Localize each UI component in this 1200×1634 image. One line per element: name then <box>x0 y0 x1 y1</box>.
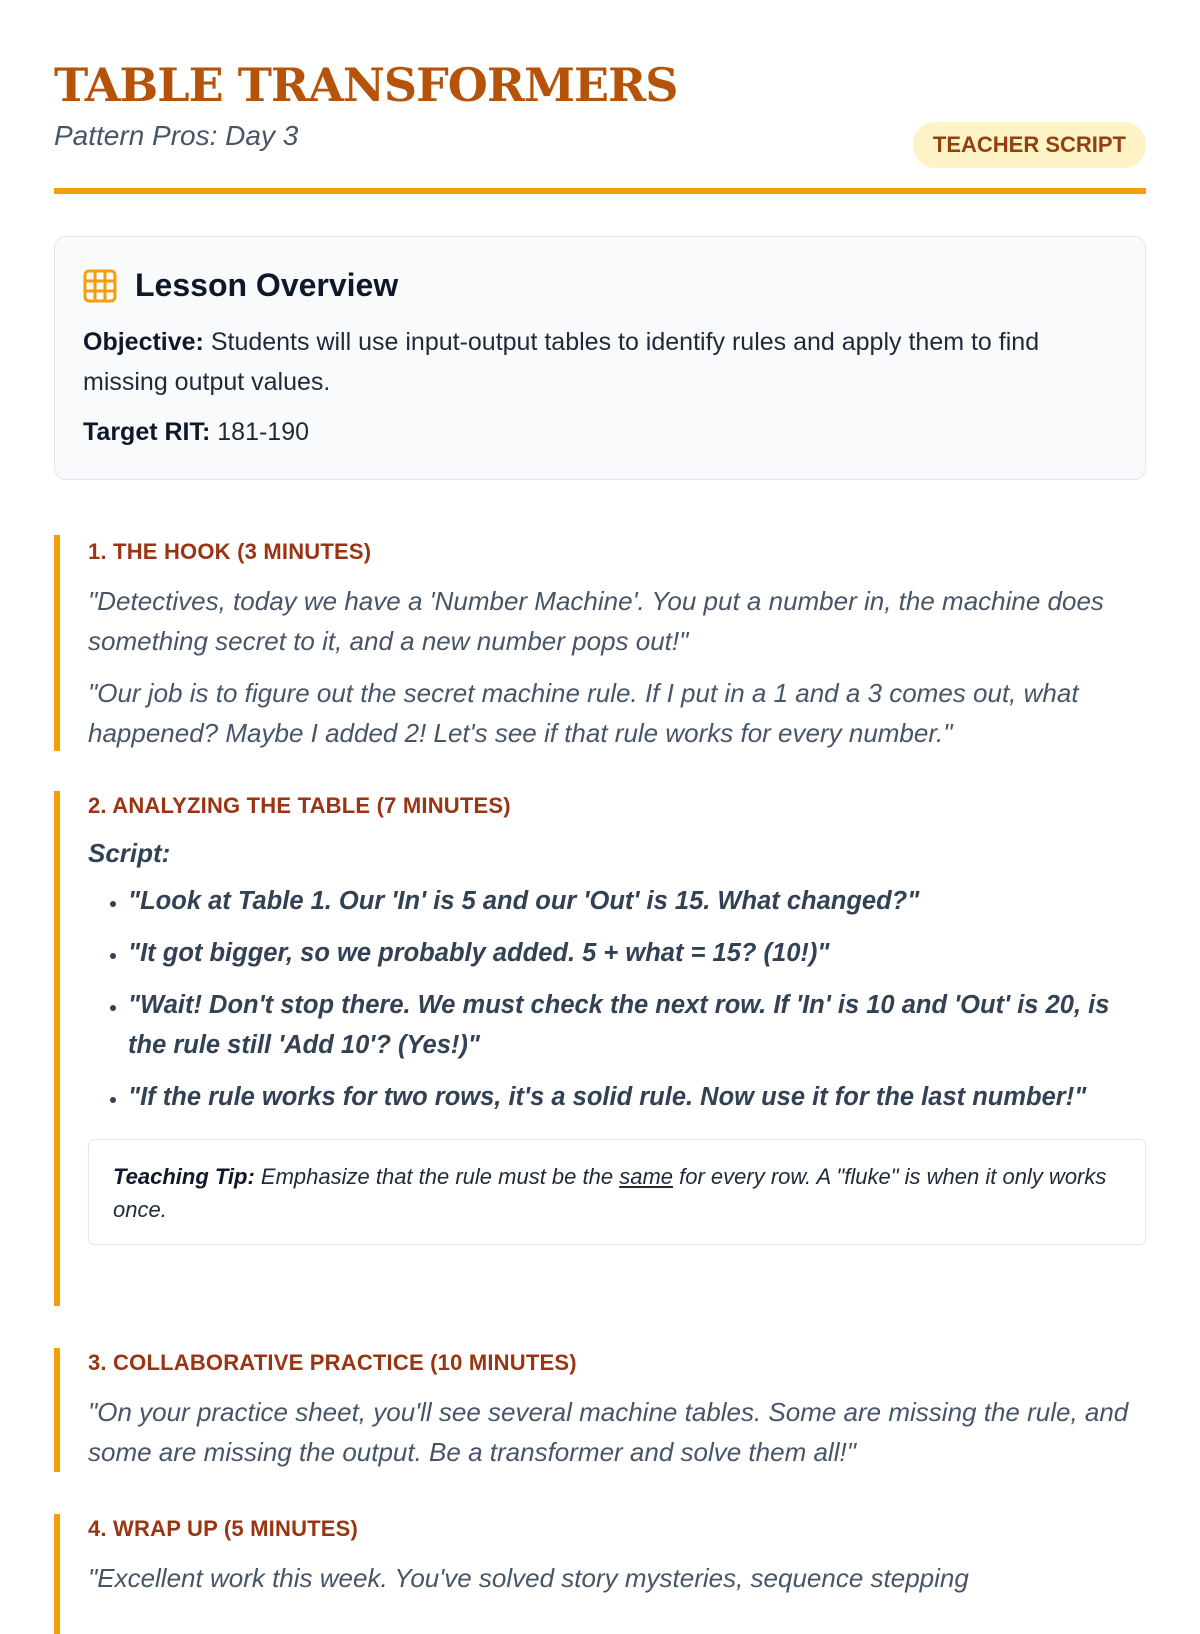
target-rit-value: 181-190 <box>210 418 310 446</box>
tip-underlined-word: same <box>619 1164 674 1189</box>
script-quote: "Excellent work this week. You've solved story mysteries, sequence stepping <box>88 1563 969 1593</box>
script-quote: "Detectives, today we have a 'Number Machine'. You put a number in, the machine does something secret to it, and a new number pops out!" <box>88 586 1104 656</box>
page-subtitle: Pattern Pros: Day 3 <box>54 120 299 151</box>
tip-text-before: Emphasize that the rule must be the <box>254 1164 620 1189</box>
grid-icon <box>83 269 117 303</box>
list-item: • "Look at Table 1. Our 'In' is 5 and our 'Out' is 15. What changed?" <box>128 881 1146 921</box>
script-quote: "On your practice sheet, you'll see several machine tables. Some are missing the rule, and some are missing the output. Be a transformer and solve them all!" <box>88 1397 1129 1467</box>
target-rit-label: Target RIT: <box>83 418 211 446</box>
objective-text: Students will use input-output tables to identify rules and apply them to find missing output values. <box>83 328 1040 396</box>
section-analyzing-table <box>54 791 1146 1306</box>
section-title: 4. WRAP UP (5 MINUTES) <box>88 1516 359 1541</box>
lesson-overview-card <box>54 236 1146 480</box>
teacher-script-badge: TEACHER SCRIPT <box>913 122 1146 168</box>
target-rit <box>83 412 1117 452</box>
list-item: • "If the rule works for two rows, it's a solid rule. Now use it for the last number!" <box>128 1077 1146 1117</box>
page-title: TABLE TRANSFORMERS <box>54 58 678 112</box>
section-wrap-up <box>54 1514 1146 1634</box>
list-item: • "Wait! Don't stop there. We must check the next row. If 'In' is 10 and 'Out' is 20, is the rule still 'Add 10'? (Yes!)" <box>128 985 1146 1065</box>
page-header <box>54 56 1146 194</box>
objective <box>83 322 1117 402</box>
overview-title: Lesson Overview <box>135 267 399 303</box>
section-collaborative-practice <box>54 1348 1146 1472</box>
section-hook <box>54 535 1146 751</box>
section-title: 2. ANALYZING THE TABLE (7 MINUTES) <box>88 793 511 818</box>
script-quote: "Our job is to figure out the secret machine rule. If I put in a 1 and a 3 comes out, what happened? Maybe I added 2! Let's see if that rule works for every number." <box>88 678 1079 748</box>
script-bullet-list <box>88 881 1146 1117</box>
list-item: • "It got bigger, so we probably added. 5 + what = 15? (10!)" <box>128 933 1146 973</box>
script-label: Script: <box>88 838 171 868</box>
section-title: 1. THE HOOK (3 MINUTES) <box>88 539 372 564</box>
overview-header <box>83 267 1117 304</box>
teaching-tip <box>88 1139 1146 1245</box>
objective-label: Objective: <box>83 328 204 356</box>
tip-text-after: for every row. A "fluke" is when it only works once. <box>113 1164 1107 1222</box>
section-title: 3. COLLABORATIVE PRACTICE (10 MINUTES) <box>88 1350 577 1375</box>
tip-label: Teaching Tip: <box>113 1164 255 1189</box>
